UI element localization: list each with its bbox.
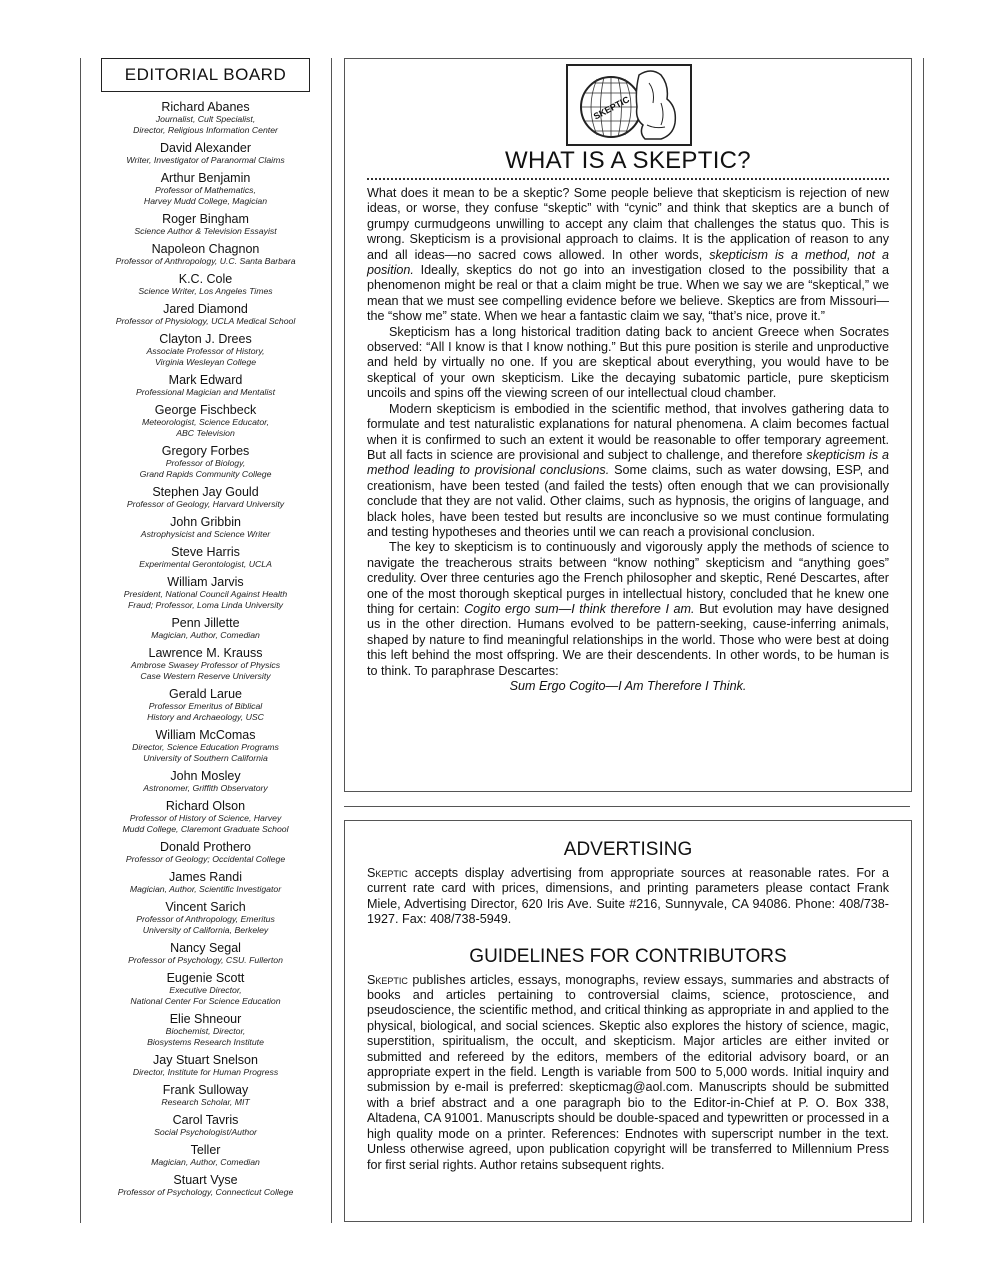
member-name: Frank Sulloway — [162, 1083, 249, 1097]
board-member — [93, 646, 318, 682]
member-name: Nancy Segal — [170, 941, 241, 955]
advertising-text: Skeptic accepts display advertising from appropriate sources at reasonable rates. For a current rate card with prices, dimensions, and printing parameters please contact Frank Miele, Advertising Director, 620 Iris Ave. Suite #216, Sunnyvale, CA 94086. Phone: 408/738-1927. Fax: 408/738-5949. — [367, 866, 889, 927]
member-name: Jared Diamond — [163, 302, 248, 316]
member-title: Professor of Geology, Harvard University — [126, 499, 285, 509]
board-member — [93, 171, 318, 207]
right-margin-rule — [923, 58, 924, 1223]
board-member — [93, 1113, 318, 1138]
board-member — [93, 1083, 318, 1108]
member-title: Professor of Physiology, UCLA Medical School — [115, 316, 296, 326]
member-title: Biochemist, Director, Biosystems Research Institute — [147, 1026, 264, 1047]
member-name: John Gribbin — [170, 515, 241, 529]
member-name: Donald Prothero — [159, 840, 252, 854]
member-title: Professional Magician and Mentalist — [135, 387, 276, 397]
member-title: Associate Professor of History, Virginia Wesleyan College — [146, 346, 265, 367]
board-member — [93, 840, 318, 865]
editorial-board-list — [93, 100, 318, 1198]
member-name: William Jarvis — [167, 575, 244, 589]
board-member — [93, 687, 318, 723]
member-name: John Mosley — [170, 769, 241, 783]
member-title: Director, Institute for Human Progress — [132, 1067, 279, 1077]
board-member — [93, 100, 318, 136]
member-title: Research Scholar, MIT — [161, 1097, 250, 1107]
board-member — [93, 272, 318, 297]
board-member — [93, 728, 318, 764]
board-member — [93, 515, 318, 540]
member-title: Magician, Author, Comedian — [151, 630, 260, 640]
member-title: Professor of Psychology, CSU. Fullerton — [128, 955, 283, 965]
member-title: Magician, Author, Comedian — [151, 1157, 260, 1167]
guidelines-heading: GUIDELINES FOR CONTRIBUTORS — [469, 945, 787, 967]
guidelines-text: Skeptic publishes articles, essays, monographs, review essays, summaries and abstracts of books and articles pertaining to controversial claims, science, protoscience, and pseudoscience, the scientific method, and critical thinking as appropriate in and applied to the physical, biological, and social sciences. Skeptic also explores the history of science, magic, superstition, spiritualism, the occult, and skepticism. Major articles are either invited or submitted and refereed by the editors, members of the editorial advisory board, or an appropriate expert in the field. Length is variable from 500 to 5,000 words. Initial inquiry and submission by e-mail is preferred: skepticmag@aol.com. Manuscripts should be submitted with a brief abstract and a one paragraph bio to the Editor-in-Chief at P. O. Box 338, Altadena, CA 91001. Manuscripts should be double-spaced and typewritten or processed in a high quality mode on a printer. References: Endnotes with superscript number in the text. Unless otherwise agreed, upon publication copyright will be transferred to Millennium Press for first serial rights. Author retains subsequent rights. — [367, 972, 889, 1172]
paragraph-1: What does it mean to be a skeptic? Some people believe that skepticism is rejection of new ideas, or worse, they confuse “skeptic” with “cynic” and think that skeptics are a bunch of grumpy curmudgeons unwilling to accept any claim that challenges the status quo. This is wrong. Skepticism is a provisional approach to claims. It is the application of reason to any and all ideas—no sacred cows allowed. In other words, skepticism is a method, not a position. Ideally, skeptics do not go into an investigation closed to the possibility that a phenomenon might be real or that a claim might be true. When we say we are “skeptical,” we mean that we must see compelling evidence before we believe. Skeptics are from Missouri—the “show me” state. When we hear a fantastic claim we say, “that’s nice, prove it.” — [367, 186, 890, 324]
member-title: Journalist, Cult Specialist, Director, Religious Information Center — [133, 114, 278, 135]
editorial-board-sidebar — [93, 58, 318, 1203]
member-name: Richard Olson — [165, 799, 246, 813]
editorial-board-title: EDITORIAL BOARD — [101, 58, 310, 92]
skeptic-atlas-logo-icon — [565, 63, 693, 147]
member-title: Professor of Biology, Grand Rapids Community College — [139, 458, 272, 479]
member-title: Professor of History of Science, Harvey Mudd College, Claremont Graduate School — [122, 813, 289, 834]
member-title: Science Author & Television Essayist — [134, 226, 277, 236]
board-member — [93, 242, 318, 267]
member-title: President, National Council Against Health Fraud; Professor, Loma Linda University — [123, 589, 288, 610]
advertising-guidelines-box — [344, 820, 912, 1222]
board-member — [93, 575, 318, 611]
board-member — [93, 870, 318, 895]
member-name: Carol Tavris — [172, 1113, 239, 1127]
member-name: Lawrence M. Krauss — [148, 646, 263, 660]
member-name: Roger Bingham — [162, 212, 249, 226]
member-name: Arthur Benjamin — [160, 171, 251, 185]
board-member — [93, 332, 318, 368]
member-name: Gerald Larue — [169, 687, 242, 701]
board-member — [93, 1143, 318, 1168]
board-member — [93, 545, 318, 570]
member-title: Executive Director, National Center For Science Education — [130, 985, 281, 1006]
member-name: Penn Jillette — [171, 616, 240, 630]
member-name: Eugenie Scott — [166, 971, 245, 985]
board-member — [93, 141, 318, 166]
section-divider — [344, 806, 910, 807]
member-title: Professor Emeritus of Biblical History and Archaeology, USC — [147, 701, 264, 722]
member-title: Meteorologist, Science Educator, ABC Television — [141, 417, 269, 438]
member-title: Professor of Anthropology, Emeritus University of California, Berkeley — [136, 914, 275, 935]
board-member — [93, 616, 318, 641]
what-is-a-skeptic-box — [344, 58, 912, 792]
member-title: Professor of Mathematics, Harvey Mudd College, Magician — [143, 185, 268, 206]
member-title: Professor of Anthropology, U.C. Santa Barbara — [115, 256, 296, 266]
advertising-heading: ADVERTISING — [563, 839, 693, 860]
board-member — [93, 403, 318, 439]
member-title: Professor of Psychology, Connecticut College — [117, 1187, 294, 1197]
member-title: Ambrose Swasey Professor of Physics Case Western Reserve University — [130, 660, 281, 681]
member-title: Magician, Author, Scientific Investigator — [129, 884, 282, 894]
member-name: Clayton J. Drees — [159, 332, 252, 346]
closing-line: Sum Ergo Cogito—I Am Therefore I Think. — [509, 679, 747, 693]
board-member — [93, 444, 318, 480]
member-name: Stuart Vyse — [173, 1173, 238, 1187]
member-name: David Alexander — [159, 141, 252, 155]
member-name: William McComas — [155, 728, 256, 742]
board-member — [93, 1012, 318, 1048]
skeptic-article — [367, 186, 889, 694]
member-title: Science Writer, Los Angeles Times — [138, 286, 273, 296]
skeptic-heading: WHAT IS A SKEPTIC? — [505, 147, 751, 174]
member-name: Steve Harris — [171, 545, 240, 559]
board-member — [93, 373, 318, 398]
member-title: Writer, Investigator of Paranormal Claims — [126, 155, 285, 165]
paragraph-4: The key to skepticism is to continuously and vigorously apply the methods of science to navigate the treacherous straits between “know nothing” skepticism and “anything goes” credulity. Over three centuries ago the French philosopher and skeptic, René Descartes, after one of the most thorough skeptical purges in intellectual history, concluded that he knew one thing for certain: Cogito ergo sum—I think therefore I am. But evolution may have designed us in the other direction. Humans evolved to be pattern-seeking, cause-inferring animals, shaped by nature to find meaningful relationships in the world. Those who were best at doing this left behind the most offspring. We are their descendents. In other words, to be human is to think. To paraphrase Descartes: — [367, 540, 889, 678]
paragraph-2: Skepticism has a long historical tradition dating back to ancient Greece when Socrates observed: “All I know is that I know nothing.” But this pure position is sterile and unproductive and held by virtually no one. If you are skeptical about everything, you would have to be skeptical of your own skepticism. Like the decaying subatomic particle, pure skepticism uncoils and spins off the viewing screen of our intellectual cloud chamber. — [367, 324, 889, 401]
svg-text:SKEPTIC: SKEPTIC — [591, 94, 632, 122]
member-name: Jay Stuart Snelson — [153, 1053, 258, 1067]
member-name: Elie Shneour — [169, 1012, 242, 1026]
member-title: Astronomer, Griffith Observatory — [143, 783, 268, 793]
member-name: Vincent Sarich — [165, 900, 246, 914]
member-name: Mark Edward — [168, 373, 243, 387]
board-member — [93, 769, 318, 794]
center-rule — [331, 58, 332, 1223]
board-member — [93, 941, 318, 966]
member-title: Social Psychologist/Author — [154, 1127, 257, 1137]
member-name: George Fischbeck — [154, 403, 257, 417]
member-name: James Randi — [169, 870, 242, 884]
member-title: Professor of Geology; Occidental College — [125, 854, 286, 864]
member-name: Stephen Jay Gould — [152, 485, 259, 499]
board-member — [93, 1173, 318, 1198]
board-member — [93, 485, 318, 510]
member-name: Gregory Forbes — [161, 444, 250, 458]
member-name: Teller — [190, 1143, 221, 1157]
member-name: K.C. Cole — [178, 272, 233, 286]
member-title: Experimental Gerontologist, UCLA — [139, 559, 272, 569]
board-member — [93, 900, 318, 936]
board-member — [93, 1053, 318, 1078]
board-member — [93, 799, 318, 835]
board-member — [93, 212, 318, 237]
member-title: Astrophysicist and Science Writer — [140, 529, 271, 539]
left-margin-rule — [80, 58, 81, 1223]
member-name: Richard Abanes — [161, 100, 250, 114]
board-member — [93, 971, 318, 1007]
member-title: Director, Science Education Programs University of Southern California — [132, 742, 279, 763]
paragraph-3: Modern skepticism is embodied in the scientific method, that involves gathering data to formulate and test naturalistic explanations for natural phenomena. A claim becomes factual when it is confirmed to such an extent it would be reasonable to offer temporary agreement. But all facts in science are provisional and subject to challenge, and therefore skepticism is a method leading to provisional conclusions. Some claims, such as water dowsing, ESP, and creationism, have been tested (and failed the tests) often enough that we can provisionally conclude that they are not valid. Other claims, such as hypnosis, the origins of language, and black holes, have been tested but results are inconclusive so we must continue formulating and testing hypotheses and theories until we can reach a provisional conclusion. — [367, 401, 889, 539]
dotted-divider — [367, 178, 889, 180]
member-name: Napoleon Chagnon — [151, 242, 260, 256]
board-member — [93, 302, 318, 327]
